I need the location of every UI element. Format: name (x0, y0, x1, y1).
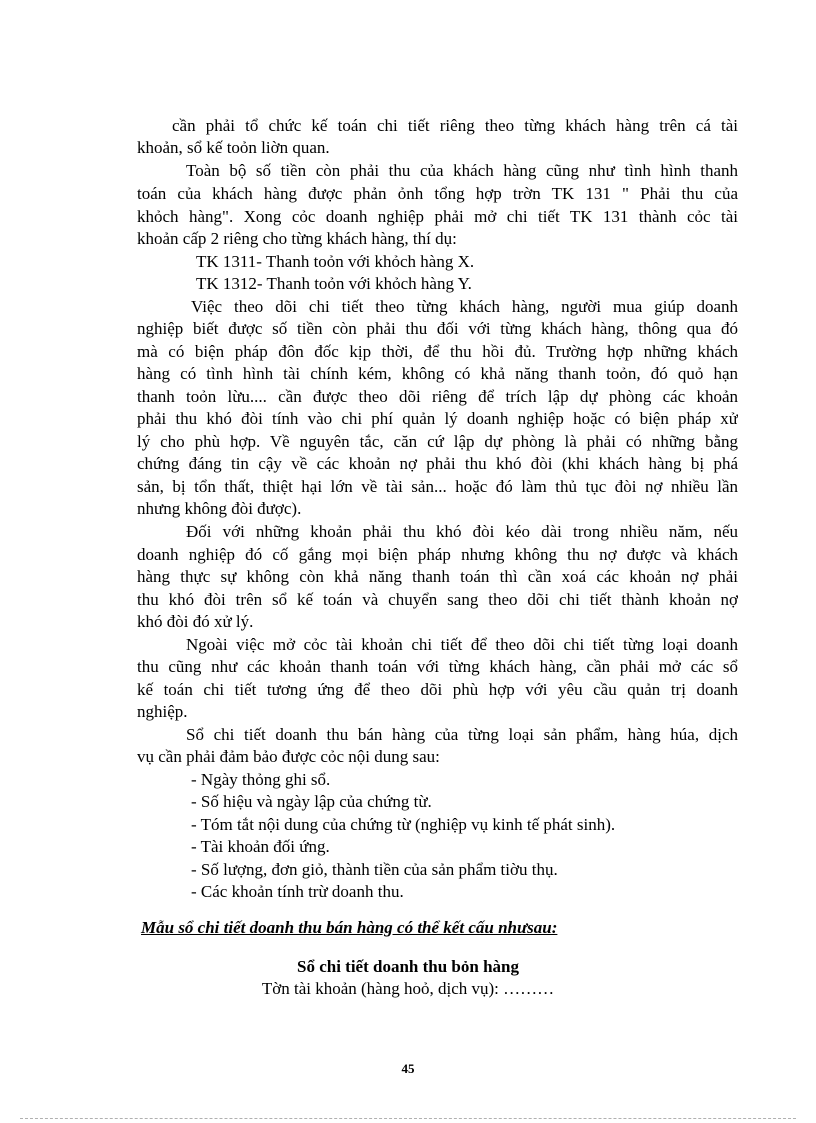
paragraph-4-line-1: Đối với những khoản phải thu khó đòi kéo dài trong nhiều năm, nếu (186, 522, 738, 541)
paragraph-1-line-2: khoản, sổ kế toỏn liờn quan. (137, 138, 330, 157)
paragraph-5-line-1: Ngoài việc mở cỏc tài khoản chi tiết để theo dõi chi tiết từng loại doanh (186, 635, 738, 654)
paragraph-4-line-3: hàng thực sự không còn khả năng thanh toán thì cần xoá các khoản nợ phải (137, 567, 738, 586)
bullet-item-3: - Tóm tắt nội dung của chứng từ (nghiệp vụ kinh tế phát sinh). (191, 815, 616, 834)
ledger-title: Sổ chi tiết doanh thu bỏn hàng (296, 957, 520, 976)
account-line-2: TK 1312- Thanh toỏn với khỏch hàng Y. (196, 274, 472, 293)
paragraph-3-line-10: nhưng không đòi được). (137, 499, 302, 518)
paragraph-5-line-3: kế toán chi tiết tương ứng để theo dõi phù hợp với yêu cầu quản trị doanh (137, 680, 738, 699)
paragraph-3-line-7: lý cho phù hợp. Về nguyên tắc, căn cứ lập dự phòng là phải có những bằng (137, 432, 738, 451)
paragraph-3-line-6: phải thu khó đòi tính vào chi phí quản lý doanh nghiệp hoặc có biện pháp xử (137, 409, 738, 428)
paragraph-4-line-4: thu khó đòi trên sổ kế toán và chuyển sang theo dõi chi tiết thành khoản nợ (137, 590, 738, 609)
paragraph-6-line-1: Sổ chi tiết doanh thu bán hàng của từng loại sản phẩm, hàng húa, dịch (186, 725, 738, 744)
page-bottom-border (20, 1118, 796, 1119)
paragraph-3-line-5: thanh toỏn lừu.... cần được theo dõi riêng để trích lập dự phòng các khoản (137, 387, 738, 406)
bullet-item-5: - Số lượng, đơn giỏ, thành tiền của sản phẩm tiờu thụ. (191, 860, 558, 879)
paragraph-2-line-2: toán của khách hàng được phản ỏnh tổng hợp trờn TK 131 " Phải thu của (137, 184, 738, 203)
bullet-item-6: - Các khoản tính trừ doanh thu. (191, 882, 404, 901)
paragraph-6-line-2: vụ cần phải đảm bảo được cỏc nội dung sau: (137, 747, 440, 766)
paragraph-4-line-2: doanh nghiệp đó cố gắng mọi biện pháp nhưng không thu nợ được và khách (137, 545, 738, 564)
paragraph-3-line-9: sản, bị tổn thất, thiệt hại lớn về tài sản... hoặc đó làm thủ tục đòi nợ nhiều lần (137, 477, 738, 496)
paragraph-2-line-3: khỏch hàng". Xong cỏc doanh nghiệp phải mở chi tiết TK 131 thành cỏc tài (137, 207, 738, 226)
paragraph-1-line-1: cần phải tổ chức kế toán chi tiết riêng theo từng khách hàng trên cá tài (172, 116, 738, 135)
paragraph-2-line-1: Toàn bộ số tiền còn phải thu của khách hàng cũng như tình hình thanh (186, 161, 738, 180)
paragraph-2-line-4: khoản cấp 2 riêng cho từng khách hàng, thí dụ: (137, 229, 457, 248)
paragraph-5-line-2: thu cũng như các khoản thanh toán với từng khách hàng, cần phải mở các sổ (137, 657, 738, 676)
paragraph-3-line-1: Việc theo dõi chi tiết theo từng khách hàng, người mua giúp doanh (191, 297, 738, 316)
bullet-item-1: - Ngày thỏng ghi sổ. (191, 770, 331, 789)
paragraph-3-line-4: hàng có tình hình tài chính kém, không có khả năng thanh toỏn, đó quỏ hạn (137, 364, 738, 383)
account-line-1: TK 1311- Thanh toỏn với khỏch hàng X. (196, 252, 475, 271)
bullet-item-2: - Số hiệu và ngày lập của chứng từ. (191, 792, 432, 811)
bullet-item-4: - Tài khoản đối ứng. (191, 837, 330, 856)
paragraph-4-line-5: khó đòi đó xử lý. (137, 612, 254, 631)
paragraph-3-line-2: nghiệp biết được số tiền còn phải thu đối với từng khách hàng, thông qua đó (137, 319, 738, 338)
ledger-subtitle: Tờn tài khoản (hàng hoỏ, dịch vụ): ……… (261, 979, 555, 998)
page-number: 45 (401, 1062, 415, 1076)
paragraph-5-line-4: nghiệp. (137, 702, 188, 721)
sample-heading: Mẫu sổ chi tiết doanh thu bán hàng có thể kết cấu nhưsau: (141, 918, 558, 937)
paragraph-3-line-8: chứng đáng tin cậy về các khoản nợ phải thu khó đòi (khi khách hàng bị phá (137, 454, 738, 473)
paragraph-3-line-3: mà có biện pháp đôn đốc kịp thời, để thu hồi đủ. Trường hợp những khách (137, 342, 738, 361)
